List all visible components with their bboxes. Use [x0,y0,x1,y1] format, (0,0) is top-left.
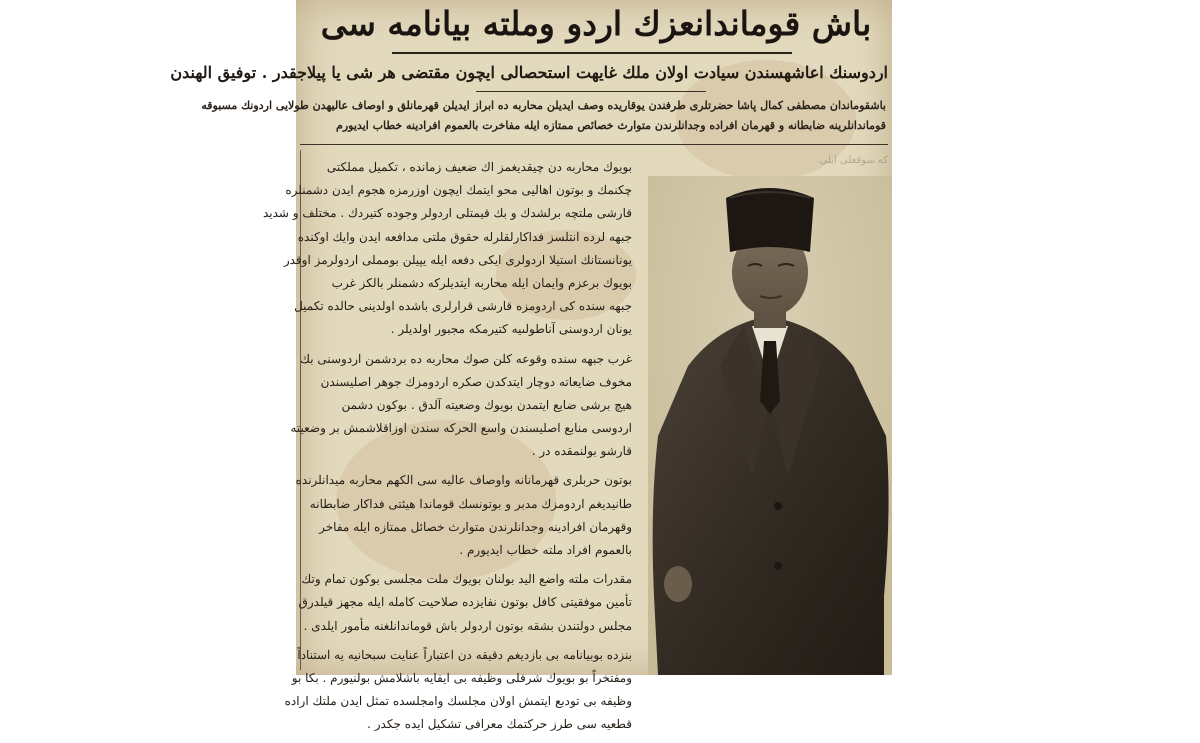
body-line: چكنمك و بوتون اهاليى محو ايتمك ايچون اوزرمزه هجوم ايدن دشمنلره [285,183,632,198]
coat-button [774,502,782,510]
intro-line: قوماندانلرينه ضابطانه و قهرمان افراده وجدانلرندن متوارث خصائص ممتازه ايله مفاخرت بالعموم افرادينه خطاب ايديورم [336,119,886,132]
headline: باش قوماندانعزك اردو وملته بيانامه سى [320,4,872,43]
body-line: قطعيه سى طرز حركتمك معرافى تشكيل ايده جكدر . [367,717,632,732]
faded-line: كه سوقعلى ايلى [819,155,888,166]
body-line: يونان اردوسنى آناطولىيه كتيرمكه مجبور اولديلر . [390,322,632,337]
portrait-photo [648,176,892,675]
body-line: غرب جبهه سنده وقوعه كلن صوك محاربه ده بردشمن اردوسنى بك [300,351,632,366]
body-line: بويوك محاربه دن چيقديغمز اك ضعيف زمانده ، تكميل مملكتى [326,160,632,174]
headline-rule [392,52,792,54]
body-line: مجلس دولتندن بشقه بوتون اردولر باش قوماندانلغنه مأمور ايلدى . [303,618,632,633]
body-line: بنزده بوبيانامه بى بازديغم دقيقه دن اعتباراً عنايت سبحانيه يه استناداً [297,647,632,662]
body-line: وظيفه بى تودبع ايتمش اولان مجلسك وامجلسده تمثل ايدن ملتك اراده [284,694,632,709]
body-line: بوتون حربلرى قهرمانانه واوصاف عاليه سى الكهم محاربه ميدانلرنده [295,473,632,488]
body-line: ومفتخراً بو بويوك شرفلى وظيفه بى ايفايه باشلامش بولنيورم . بكا بو [291,670,632,685]
body-paragraph [284,644,632,737]
body-paragraph [290,348,632,464]
body-line: بالعموم افراد ملته خطاب ايديورم . [459,543,632,557]
newspaper-clipping [170,0,892,732]
intro-rule [300,144,888,145]
body-line: مقدرات ملته واضع اليد بولنان بويوك ملت مجلسى بوكون تمام وتك [301,572,632,587]
hand [664,566,692,602]
subheadline: اردوسنك اعاشهسندن سيادت اولان ملك غايهت استحصالى ايچون مقتضى هر شى يا پيلاجقدر . توفيق الهندن [170,63,888,82]
body-line: هيچ برشى ضايع ايتمدن بويوك وضعيته آلدق . بوكون دشمن [341,397,632,412]
body-paragraph [262,156,632,342]
body-paragraph [295,469,632,562]
body-line: جبهه سنده كى اردومزه قارشى قرارلرى باشده اولدينى حالده تكميل [294,299,632,314]
article-body [262,156,632,743]
body-line: وقهرمان افرادينه وجدانلرندن متوارث خصائل ممتازه ايله مفاخر [319,519,632,534]
body-line: اردوسى منابع اصليسندن واسع الحركه سندن اوزاقلاشمش بر وضعيته [290,421,632,436]
body-line: بويوك برعزم وايمان ايله محاربه ايتديلركه دشمنلر بالكز غرب [331,275,632,290]
intro-line: باشقوماندان مصطفى كمال پاشا حضرتلرى طرفندن يوقاريده وصف ايديلن محاربه ده ابراز ايديلن قهرمانلق و اوصاف عاليهدن طولايى اردونك مسبوقه [201,99,886,112]
coat-button [774,562,782,570]
body-line: قارشو بولنمقده در . [531,444,632,459]
body-line: طانيديغم اردومزك مدبر و بوتونسك قوماندا هيئتى فداكار ضابطانه [309,496,632,511]
body-line: قارشى ملتچه برلشدك و بك قيمتلى اردولر وجوده كتيردك . مختلف و شديد [262,206,632,221]
body-line: يونانستانك استيلا اردولرى ايكى دفعه ايله يپيلن بومملى اردولرمز اوقدر [283,252,632,267]
kalpak-hat [726,188,814,252]
subheadline-rule [476,91,706,92]
body-line: مخوف ضايعاته دوچار ايتدكدن صكره اردومزك جوهر اصليسندن [320,374,632,389]
body-paragraph [298,568,632,638]
body-line: جبهه لرده انتلسز فداكارلقلرله حقوق ملتى مدافعه ايدن وايك اوكنده [297,229,632,244]
intro-paragraph [201,96,886,136]
body-line: تأمين موفقيتى كافل بوتون نفايزده صلاحيت كامله ايله مجهز قيلدرق [298,595,632,610]
